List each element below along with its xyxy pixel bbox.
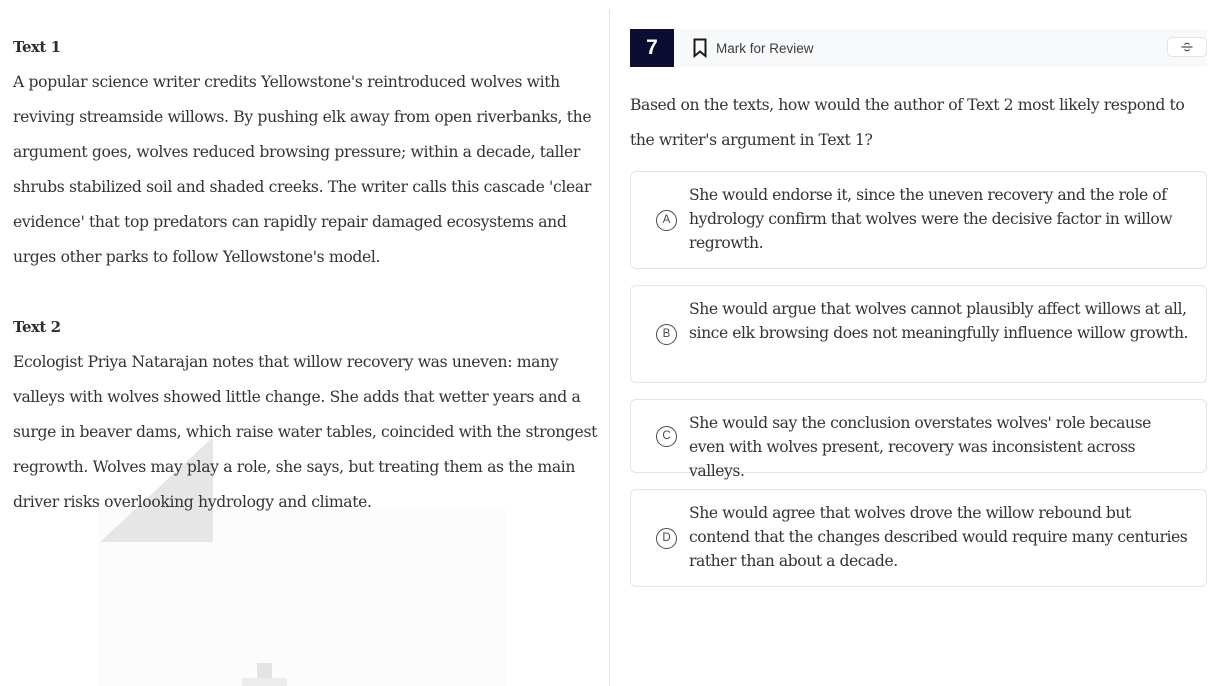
passage bbox=[13, 30, 598, 555]
strikethrough-collapse-icon bbox=[1180, 41, 1194, 53]
choice-text-d: She would agree that wolves drove the willow rebound but contend that the changes described would require many centuries rather than about a decade. bbox=[689, 504, 1188, 570]
choice-letter-a: A bbox=[656, 210, 677, 231]
question-prompt: Based on the texts, how would the author of Text 2 most likely respond to the writer's argument in Text 1? bbox=[630, 96, 1185, 149]
choice-text-b: She would argue that wolves cannot plausibly affect willows at all, since elk browsing does not meaningfully influence willow growth. bbox=[689, 300, 1189, 342]
question-pane bbox=[630, 0, 1207, 686]
answer-choice-a[interactable] bbox=[630, 171, 1207, 269]
choice-text-c: She would say the conclusion overstates wolves' role because even with wolves present, recovery was inconsistent across valleys. bbox=[689, 414, 1151, 480]
bookmark-icon bbox=[692, 38, 708, 58]
pane-divider[interactable] bbox=[609, 10, 610, 686]
choice-letter-c: C bbox=[656, 426, 677, 447]
text1-heading: Text 1 bbox=[13, 38, 61, 56]
answer-choice-b[interactable] bbox=[630, 285, 1207, 383]
watermark-plus-icon-bar bbox=[242, 678, 287, 686]
question-header bbox=[630, 29, 1207, 67]
mark-for-review-label: Mark for Review bbox=[716, 40, 814, 56]
mark-for-review-button[interactable] bbox=[692, 29, 814, 67]
choice-letter-d: D bbox=[656, 528, 677, 549]
question-number-badge: 7 bbox=[630, 29, 674, 67]
choice-text-a: She would endorse it, since the uneven recovery and the role of hydrology confirm that wolves were the decisive factor in willow regrowth. bbox=[689, 186, 1173, 252]
answer-choice-d[interactable] bbox=[630, 489, 1207, 587]
answer-choice-c[interactable] bbox=[630, 399, 1207, 480]
text2-body: Ecologist Priya Natarajan notes that willow recovery was uneven: many valleys with wolves showed little change. She adds that wetter years and a surge in beaver dams, which raise water tables, coincided with the strongest regrowth. Wolves may play a role, she says, but treating them as the main driver risks overlooking hydrology and climate. bbox=[13, 353, 598, 511]
strikethrough-toggle-button[interactable] bbox=[1167, 37, 1207, 57]
choice-letter-b: B bbox=[656, 324, 677, 345]
text1-body: A popular science writer credits Yellowstone's reintroduced wolves with reviving streamside willows. By pushing elk away from open riverbanks, the argument goes, wolves reduced browsing pressure; within a decade, taller shrubs stabilized soil and shaded creeks. The writer calls this cascade 'clear evidence' that top predators can rapidly repair damaged ecosystems and urges other parks to follow Yellowstone's model. bbox=[13, 73, 592, 266]
text2-heading: Text 2 bbox=[13, 318, 61, 336]
passage-pane bbox=[0, 0, 609, 686]
